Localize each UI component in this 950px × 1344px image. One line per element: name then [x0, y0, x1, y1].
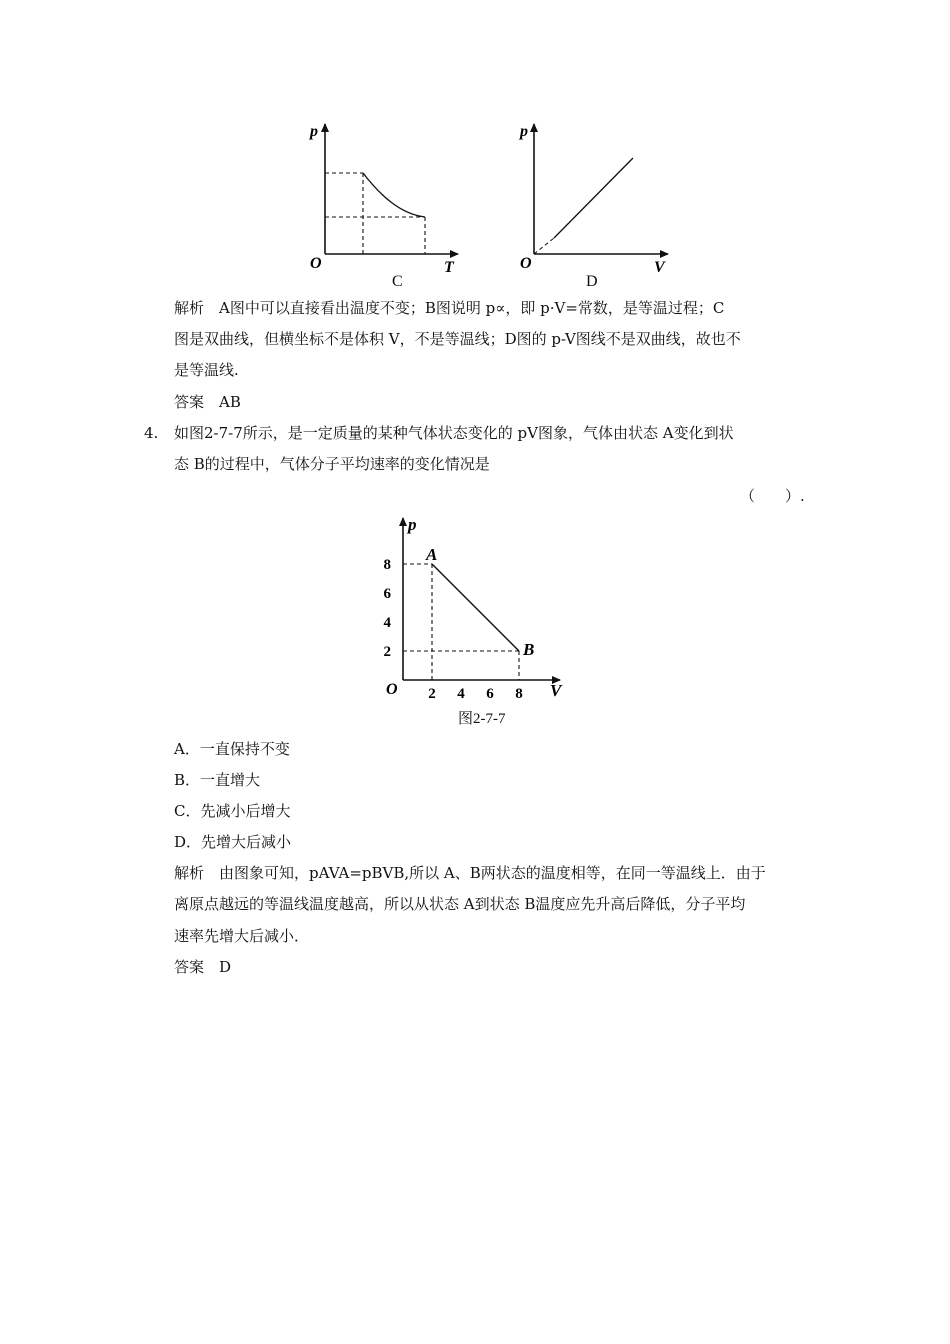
analysis-3-line-2: 图是双曲线，但横坐标不是体积 V，不是等温线；D图的 p-V图线不是双曲线，故也不: [174, 330, 741, 348]
pv-x-tick-4: 4: [457, 686, 465, 702]
d-x-label: V: [654, 259, 665, 276]
analysis-3-line-1: 解析 A图中可以直接看出温度不变；B图说明 p∝，即 p·V=常数，是等温过程；C: [174, 299, 725, 317]
pv-y-tick-8: 8: [383, 557, 391, 573]
d-caption: D: [586, 273, 598, 290]
d-dash-extension: [534, 238, 554, 254]
pv-y-tick-4: 4: [383, 615, 391, 631]
answer-3: 答案 AB: [174, 393, 241, 411]
analysis-4-line-2: 离原点越远的等温线温度越高，所以从状态 A到状态 B温度应先升高后降低，分子平均: [174, 895, 746, 913]
analysis-4-line-1: 解析 由图象可知，pAVA=pBVB,所以 A、B两状态的温度相等，在同一等温线上．由于: [174, 864, 766, 882]
pv-y-tick-2: 2: [383, 644, 391, 660]
figure-d: [510, 118, 680, 278]
pv-point-label-B: B: [523, 640, 535, 659]
pv-x-tick-2: 2: [428, 686, 436, 702]
question-4-line-2: 态 B的过程中，气体分子平均速率的变化情况是: [174, 455, 490, 473]
option-c: C．先减小后增大: [174, 802, 291, 820]
c-origin-label: O: [310, 255, 322, 272]
c-hyperbola-curve: [363, 173, 425, 217]
option-b: B．一直增大: [174, 771, 261, 789]
c-y-label: p: [310, 123, 318, 140]
figure-2-7-7-chart: [370, 512, 580, 702]
analysis-3-line-3: 是等温线.: [174, 361, 239, 379]
pv-segment-AB: [432, 564, 519, 651]
c-caption: C: [392, 273, 403, 290]
pv-origin-label: O: [386, 681, 398, 698]
d-origin-label: O: [520, 255, 532, 272]
pv-x-tick-6: 6: [486, 686, 494, 702]
pv-y-tick-6: 6: [383, 586, 391, 602]
option-a: A．一直保持不变: [174, 740, 290, 758]
pv-x-label: V: [550, 681, 562, 700]
d-y-label: p: [520, 123, 528, 140]
pv-point-label-A: A: [426, 545, 438, 564]
c-x-label: T: [444, 259, 454, 276]
question-4-blank: （ ）.: [740, 487, 805, 505]
pv-y-label: p: [408, 515, 417, 534]
question-4-line-1: 如图2-7-7所示，是一定质量的某种气体状态变化的 pV图象，气体由状态 A变化到状: [174, 424, 734, 442]
d-line: [554, 158, 633, 238]
analysis-4-line-3: 速率先增大后减小．: [174, 927, 310, 945]
figure-c: [300, 118, 480, 278]
option-d: D．先增大后减小: [174, 833, 292, 851]
pv-x-tick-8: 8: [515, 686, 523, 702]
answer-4: 答案 D: [174, 958, 232, 976]
question-4-number: 4.: [144, 424, 159, 442]
figure-2-7-7-caption: 图2-7-7: [458, 711, 506, 727]
